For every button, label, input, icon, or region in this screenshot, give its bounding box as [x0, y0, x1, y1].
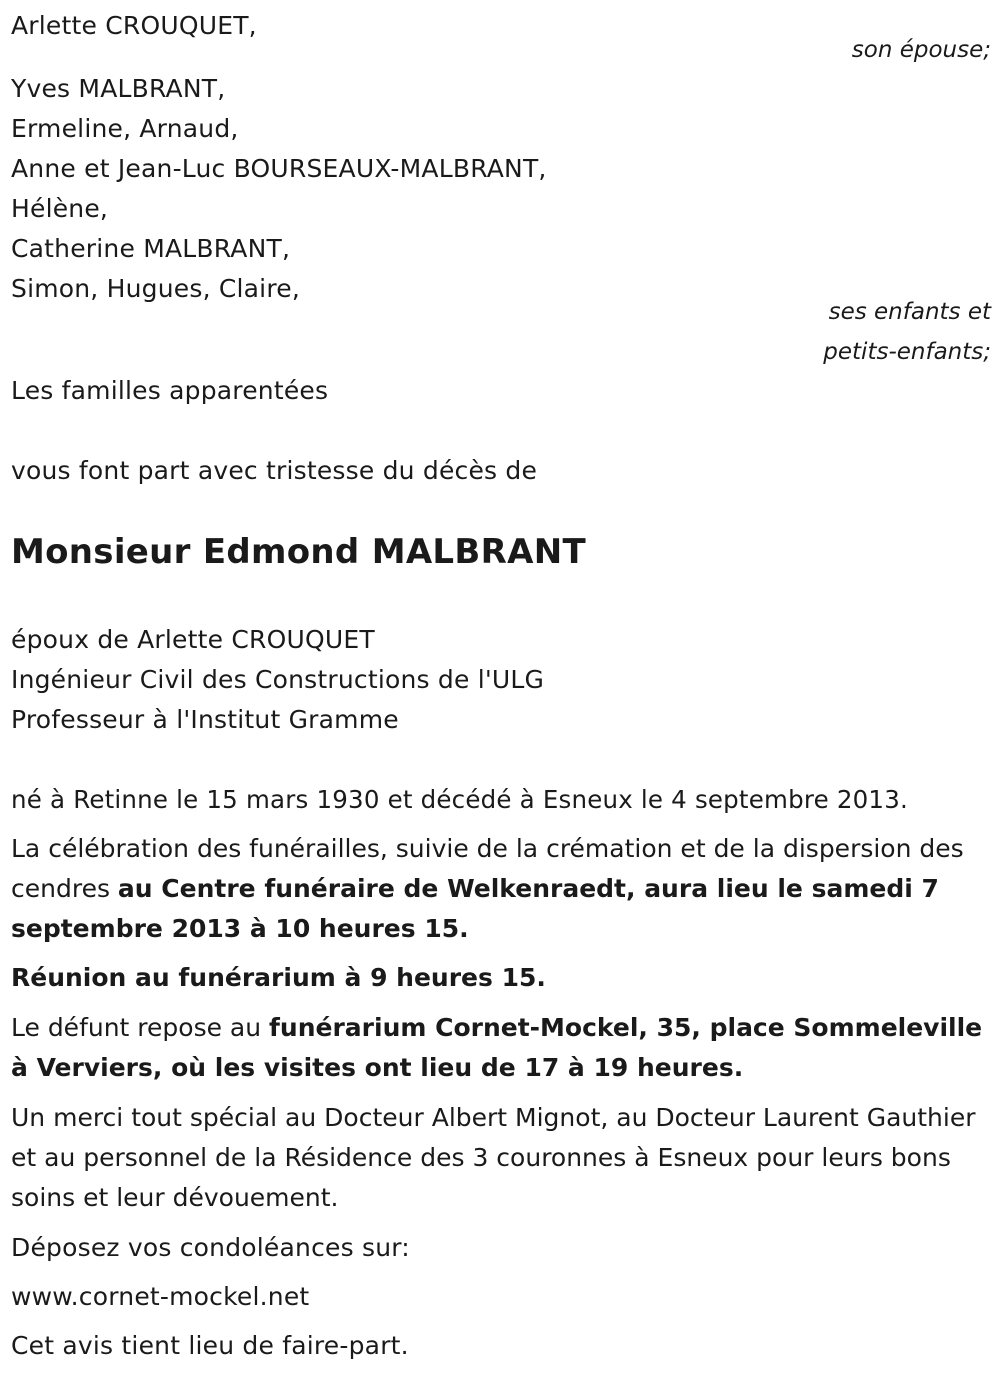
- funeral-paragraph: [11, 829, 986, 949]
- rest-details: funérarium Cornet-Mockel, 35, place Sommeleville à Verviers, où les visites ont lieu de 17 à 19 heures.: [11, 1013, 983, 1082]
- website-link[interactable]: www.cornet-mockel.net: [11, 1282, 310, 1311]
- list-item: Simon, Hugues, Claire,: [11, 274, 300, 303]
- announcement: vous font part avec tristesse du décès de: [11, 456, 538, 485]
- spouse-name: Arlette CROUQUET,: [11, 11, 257, 40]
- meeting-info: Réunion au funérarium à 9 heures 15.: [11, 963, 546, 992]
- list-item: Catherine MALBRANT,: [11, 234, 291, 263]
- thanks-paragraph: Un merci tout spécial au Docteur Albert Mignot, au Docteur Laurent Gauthier et au personnel de la Résidence des 3 couronnes à Esneux pour leurs bons soins et leur dévouement.: [11, 1103, 976, 1212]
- list-item: Yves MALBRANT,: [11, 74, 226, 103]
- funeral-intro: La célébration des funérailles, suivie de la crémation et de la dispersion des cendres: [11, 834, 964, 903]
- list-item: Anne et Jean-Luc BOURSEAUX-MALBRANT,: [11, 154, 547, 183]
- funeral-details: au Centre funéraire de Welkenraedt, aura lieu le samedi 7 septembre 2013 à 10 heures 15.: [11, 874, 939, 943]
- children-role-line2: petits-enfants;: [823, 339, 991, 365]
- condolences-label: Déposez vos condoléances sur:: [11, 1233, 410, 1262]
- detail-line: Ingénieur Civil des Constructions de l'ULG: [11, 665, 545, 694]
- closing-note: Cet avis tient lieu de faire-part.: [11, 1331, 409, 1360]
- detail-line: Professeur à l'Institut Gramme: [11, 705, 399, 734]
- detail-line: époux de Arlette CROUQUET: [11, 625, 375, 654]
- children-list: [11, 69, 547, 309]
- list-item: Ermeline, Arnaud,: [11, 114, 239, 143]
- rest-intro: Le défunt repose au: [11, 1013, 270, 1042]
- rest-paragraph: [11, 1008, 991, 1088]
- deceased-name: Monsieur Edmond MALBRANT: [11, 532, 586, 572]
- relatives: Les familles apparentées: [11, 376, 329, 405]
- deceased-details: [11, 620, 544, 740]
- spouse-role: son épouse;: [851, 37, 991, 63]
- birth-death: né à Retinne le 15 mars 1930 et décédé à Esneux le 4 septembre 2013.: [11, 785, 908, 814]
- children-role-line1: ses enfants et: [828, 299, 991, 325]
- list-item: Hélène,: [11, 194, 109, 223]
